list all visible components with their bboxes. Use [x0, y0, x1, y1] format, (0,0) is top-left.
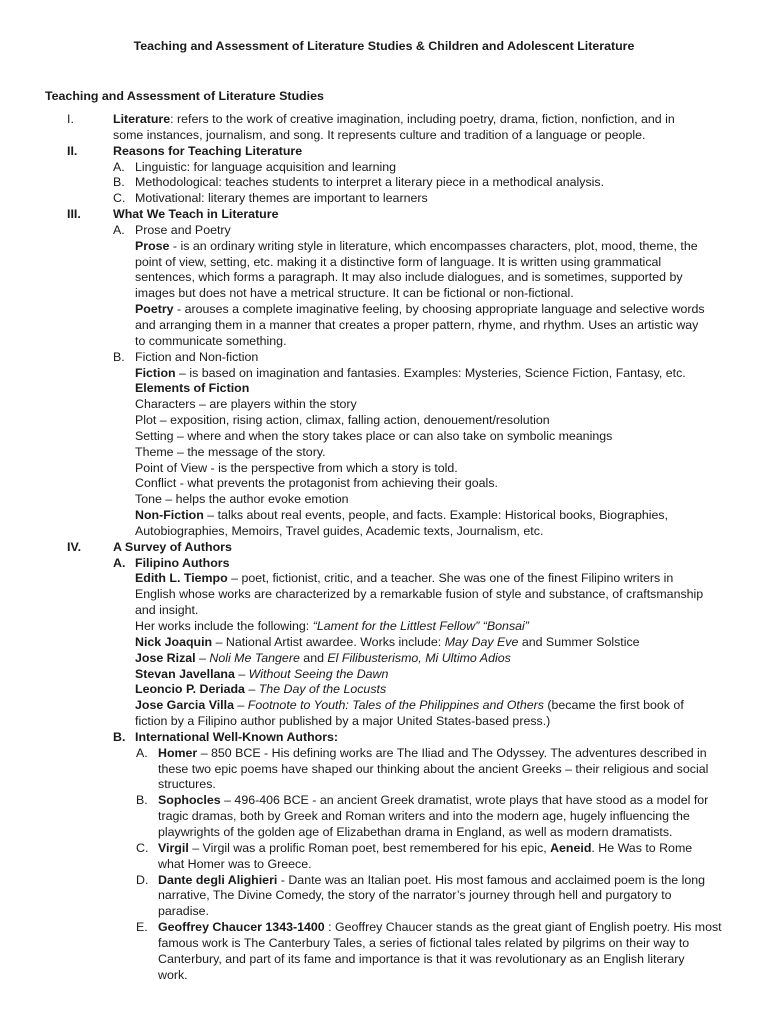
term-poetry: Poetry: [135, 302, 174, 317]
work-title: El Filibusterismo, Mi Ultimo Adios: [327, 650, 511, 665]
prose-line: point of view, setting, etc. making it a distinctive form of language. It is written using grammatical: [135, 254, 662, 269]
text: Her works include the following:: [135, 619, 313, 633]
list-letter: A.: [113, 555, 126, 570]
element-item: Point of View - is the perspective from which a story is told.: [135, 460, 458, 475]
author-line: and insight.: [135, 603, 199, 618]
section-1-line: [0, 112, 768, 128]
author-line: fiction by a Filipino author published by a major United States-based press.): [135, 714, 551, 729]
section-2-heading: [0, 144, 768, 160]
term-fiction: Fiction: [135, 365, 176, 380]
work-title: Footnote to Youth: Tales of the Philippines and Others: [247, 698, 544, 713]
text: and Summer Solstice: [518, 634, 640, 649]
text: - Dante was an Italian poet. His most famous and acclaimed poem is the long: [277, 872, 706, 887]
list-item: [0, 175, 768, 191]
author-deriada: [0, 682, 768, 698]
work-title: Without Seeing the Dawn: [248, 666, 389, 681]
author-line: work.: [158, 967, 188, 982]
section-numeral: IV.: [67, 539, 82, 554]
text: – National Artist awardee. Works include:: [212, 634, 445, 649]
author-line: these two epic poems have shaped our thinking about the ancient Greeks – their religious and social: [158, 761, 709, 776]
work-title: “Lament for the Littlest Fellow” “Bonsai”: [312, 619, 529, 633]
subsection-heading: [0, 350, 768, 366]
heading-text: What We Teach in Literature: [113, 207, 279, 222]
poetry-line: [0, 302, 768, 318]
document-title: Teaching and Assessment of Literature Studies & Children and Adolescent Literature: [133, 39, 635, 53]
text: . He Was to Rome: [591, 840, 693, 855]
author-line: narrative, The Divine Comedy, the story of the narrator’s journey through hell and purgatory to: [158, 888, 672, 903]
author-joaquin: [0, 635, 768, 651]
author-rizal: [0, 651, 768, 667]
text: – poet, fictionist, critic, and a teacher. She was one of the finest Filipino writers in: [227, 571, 674, 586]
author-line: famous work is The Canterbury Tales, a series of fictional tales related by pilgrims on their way to: [158, 935, 690, 950]
element-item: Characters – are players within the story: [135, 397, 357, 412]
author-name: Stevan Javellana: [135, 666, 235, 681]
work-title: Noli Me Tangere: [209, 650, 300, 665]
text: Linguistic: for language acquisition and learning: [135, 159, 397, 174]
author-javellana: [0, 667, 768, 683]
term-literature: Literature: [113, 112, 171, 126]
poetry-line: and arranging them in a manner that creates a proper pattern, rhyme, and rhythm. Uses an artistic way: [135, 317, 699, 332]
term-prose: Prose: [135, 238, 170, 253]
text: - arouses a complete imaginative feeling, by choosing appropriate language and selective words: [173, 302, 705, 317]
author-sophocles: [0, 793, 768, 809]
text: Filipino Authors: [135, 555, 230, 570]
author-name: Virgil: [158, 840, 189, 855]
text: : Geoffrey Chaucer stands as the great giant of English poetry. His most: [324, 920, 722, 935]
text: (became the first book of: [543, 698, 684, 713]
text: –: [195, 650, 210, 665]
text: – Virgil was a prolific Roman poet, best remembered for his epic,: [188, 840, 551, 855]
author-name: Jose Garcia Villa: [135, 698, 234, 713]
section-numeral: II.: [67, 143, 78, 158]
element-item: Plot – exposition, rising action, climax, falling action, denouement/resolution: [135, 413, 550, 428]
author-line: tragic dramas, both by Greek and Roman writers and into the modern age, hugely influencing the: [158, 809, 690, 824]
text: International Well-Known Authors:: [135, 729, 339, 744]
text: –: [234, 666, 249, 681]
section-numeral: III.: [67, 207, 81, 222]
text: – talks about real events, people, and facts. Example: Historical books, Biographies,: [203, 508, 669, 523]
work-title: May Day Eve: [444, 634, 519, 649]
author-name: Nick Joaquin: [135, 634, 213, 649]
text: –: [244, 682, 259, 697]
section-4-heading: [0, 540, 768, 556]
list-letter: C.: [136, 840, 149, 855]
list-letter: B.: [113, 175, 125, 190]
author-homer: [0, 746, 768, 762]
element-item: Setting – where and when the story takes place or can also take on symbolic meanings: [135, 428, 613, 443]
author-name: Dante degli Alighieri: [158, 872, 278, 887]
subsection-heading: [0, 223, 768, 239]
author-line: structures.: [158, 777, 216, 792]
element-item: Tone – helps the author evoke emotion: [135, 492, 349, 507]
author-name: Geoffrey Chaucer 1343-1400: [158, 920, 325, 935]
heading-text: Reasons for Teaching Literature: [113, 143, 303, 158]
text: – 850 BCE - His defining works are The Iliad and The Odyssey. The adventures described in: [197, 745, 707, 760]
text: and: [299, 650, 328, 665]
subsection-heading: [0, 556, 768, 572]
list-letter: B.: [136, 793, 148, 808]
text: Methodological: teaches students to interpret a literary piece in a methodical analysis.: [135, 175, 605, 190]
author-line: what Homer was to Greece.: [158, 856, 312, 871]
text: –: [233, 698, 248, 713]
fiction-line: [0, 366, 768, 382]
author-dante: [0, 873, 768, 889]
author-name: Leoncio P. Deriada: [135, 682, 245, 697]
list-letter: A.: [113, 159, 125, 174]
text: – 496-406 BCE - an ancient Greek dramatist, wrote plays that have stood as a model for: [220, 793, 709, 808]
author-name: Homer: [158, 745, 198, 760]
list-letter: E.: [136, 920, 148, 935]
nonfiction-line: [0, 508, 768, 524]
list-letter: A.: [113, 222, 125, 237]
text: Fiction and Non-fiction: [135, 349, 259, 364]
author-line: playwrights of the golden age of Elizabethan drama in England, as well as modern dramatists.: [158, 824, 673, 839]
elements-heading: Elements of Fiction: [135, 381, 250, 396]
text: : refers to the work of creative imagination, including poetry, drama, fiction, nonfiction, and in: [170, 112, 675, 126]
section-1-line: some instances, journalism, and song. It represents culture and tradition of a language or people.: [113, 127, 646, 142]
author-line: English whose works are characterized by a remarkable fusion of style and substance, of craftsmanship: [135, 587, 704, 602]
work-title: The Day of the Locusts: [258, 682, 387, 697]
text: - is an ordinary writing style in literature, which encompasses characters, plot, mood, theme, the: [169, 238, 698, 253]
author-villa: [0, 698, 768, 714]
section-title: Teaching and Assessment of Literature Studies: [45, 89, 324, 103]
poetry-line: to communicate something.: [135, 333, 287, 348]
prose-line: images but does not have a metrical structure. It can be fictional or non-fictional.: [135, 286, 574, 301]
list-letter: B.: [113, 349, 125, 364]
list-letter: A.: [136, 745, 148, 760]
text: Motivational: literary themes are important to learners: [135, 191, 428, 206]
author-name: Sophocles: [158, 793, 221, 808]
document-body: [0, 112, 768, 983]
subsection-heading: [0, 730, 768, 746]
author-chaucer: [0, 920, 768, 936]
author-name: Edith L. Tiempo: [135, 571, 228, 586]
author-line: Canterbury, and part of its fame and importance is that it was revolutionary as an English literary: [158, 951, 685, 966]
author-line: paradise.: [158, 904, 209, 919]
author-works: [0, 619, 768, 635]
author-name: Jose Rizal: [135, 650, 196, 665]
list-letter: D.: [136, 872, 149, 887]
text: Prose and Poetry: [135, 222, 231, 237]
section-numeral: I.: [67, 112, 74, 126]
element-item: Theme – the message of the story.: [135, 444, 326, 459]
list-item: [0, 160, 768, 176]
element-item: Conflict - what prevents the protagonist from achieving their goals.: [135, 476, 498, 491]
heading-text: A Survey of Authors: [113, 539, 232, 554]
author-tiempo: [0, 571, 768, 587]
nonfiction-line: Autobiographies, Memoirs, Travel guides, Academic texts, Journalism, etc.: [135, 523, 544, 538]
section-3-heading: [0, 207, 768, 223]
term-nonfiction: Non-Fiction: [135, 508, 204, 523]
prose-line: sentences, which forms a paragraph. It may also include dialogues, and is sometimes, supported by: [135, 270, 683, 285]
list-letter: B.: [113, 729, 126, 744]
list-letter: C.: [113, 191, 126, 206]
text: – is based on imagination and fantasies. Examples: Mysteries, Science Fiction, Fantasy, etc.: [175, 365, 686, 380]
list-item: [0, 191, 768, 207]
prose-line: [0, 239, 768, 255]
work-title: Aeneid: [550, 840, 592, 855]
author-virgil: [0, 841, 768, 857]
